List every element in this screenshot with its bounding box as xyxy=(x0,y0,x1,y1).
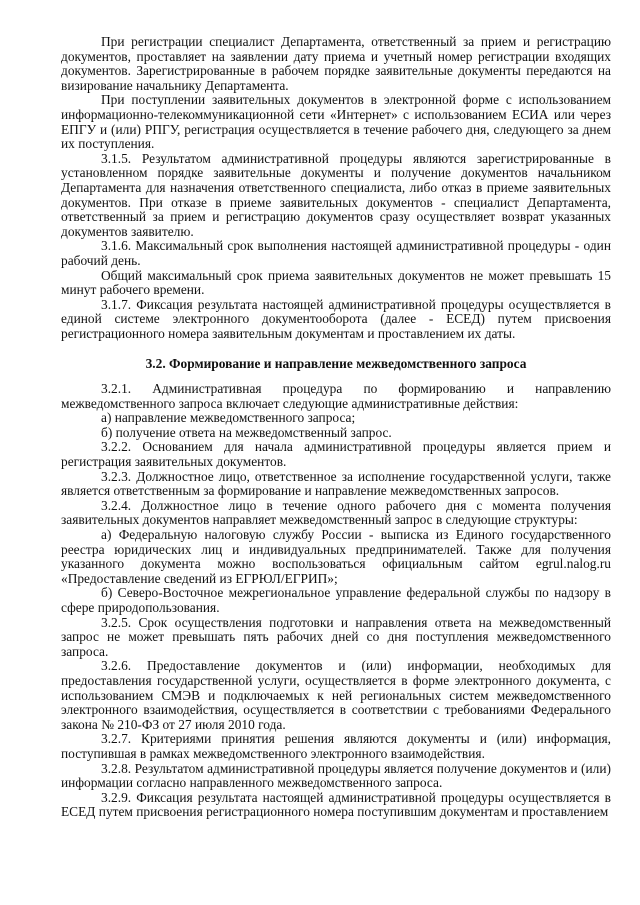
paragraph: 3.2.1. Административная процедура по формированию и направлению межведомственного запроса включает следующие административные действия: xyxy=(61,381,611,411)
paragraph: 3.2.6. Предоставление документов и (или) информации, необходимых для предоставления государственной услуги, осуществляется в форме электронного документа, с использованием СМЭВ и подключаемых к ней региональных систем межведомственного электронного взаимодействия, осуществляется в соответствии с требованиями Федерального закона № 210-ФЗ от 27 июля 2010 года. xyxy=(61,658,611,732)
paragraph: 3.2.3. Должностное лицо, ответственное за исполнение государственной услуги, также является ответственным за формирование и направление межведомственных запросов. xyxy=(61,468,611,499)
paragraph: а) направление межведомственного запроса; xyxy=(101,410,356,426)
paragraph: 3.2.9. Фиксация результата настоящей административной процедуры осуществляется в ЕСЕД путем присвоения регистрационного номера поступившим документам и проставлением xyxy=(61,789,611,820)
paragraph: 3.2.5. Срок осуществления подготовки и направления ответа на межведомственный запрос не может превышать пять рабочих дней со дня поступления межведомственного запроса. xyxy=(61,614,611,659)
paragraph: 3.2.2. Основанием для начала административной процедуры является прием и регистрация заявительных документов. xyxy=(61,439,611,470)
section-heading: 3.2. Формирование и направление межведомственного запроса xyxy=(145,356,527,372)
paragraph: б) Северо-Восточное межрегиональное управление федеральной службы по надзору в сфере природопользования. xyxy=(61,585,611,615)
paragraph: б) получение ответа на межведомственный запрос. xyxy=(101,424,392,440)
paragraph: 3.1.7. Фиксация результата настоящей административной процедуры осуществляется в единой системе электронного документооборота (далее - ЕСЕД) путем присвоения регистрационного номера заявительным документам и проставлением их даты. xyxy=(61,296,611,341)
paragraph: а) Федеральную налоговую службу России - выписка из Единого государственного реестра юридических лиц и индивидуальных предпринимателей. Также для получения указанного документа можно воспользоваться официальным сайтом egrul.nalog.ru «Предоставление сведений из ЕГРЮЛ/ЕГРИП»; xyxy=(61,527,611,586)
paragraph: 3.1.6. Максимальный срок выполнения настоящей административной процедуры - один рабочий день. xyxy=(61,238,611,268)
paragraph: Общий максимальный срок приема заявительных документов не может превышать 15 минут рабочего времени. xyxy=(61,267,611,298)
paragraph: 3.2.7. Критериями принятия решения являются документы и (или) информация, поступившая в рамках межведомственного электронного взаимодействия. xyxy=(61,731,611,761)
document-page xyxy=(61,35,611,820)
paragraph: 3.2.8. Результатом административной процедуры является получение документов и (или) информации согласно направленного межведомственного запроса. xyxy=(61,760,611,791)
paragraph: 3.2.4. Должностное лицо в течение одного рабочего дня с момента получения заявительных документов направляет межведомственный запрос в следующие структуры: xyxy=(61,497,611,528)
paragraph: 3.1.5. Результатом административной процедуры являются зарегистрированные в установленном порядке заявительные документы и получение документов начальником Департамента для назначения ответственного специалиста, либо отказ в приеме заявительных документов. При отказе в приеме заявительных документов - специалист Департамента, ответственный за прием и регистрацию документов сразу осуществляет возврат указанных документов заявителю. xyxy=(61,150,611,239)
paragraph: При регистрации специалист Департамента, ответственный за прием и регистрацию документов, проставляет на заявлении дату приема и учетный номер регистрации входящих документов. Зарегистрированные в рабочем порядке заявительные документы передаются на визирование начальнику Департамента. xyxy=(61,34,611,93)
paragraph: При поступлении заявительных документов в электронной форме с использованием информационно-телекоммуникационной сети «Интернет» с использованием ЕСИА или через ЕПГУ и (или) РПГУ, регистрация осуществляется в течение рабочего дня, следующего за днем их поступления. xyxy=(61,92,611,152)
